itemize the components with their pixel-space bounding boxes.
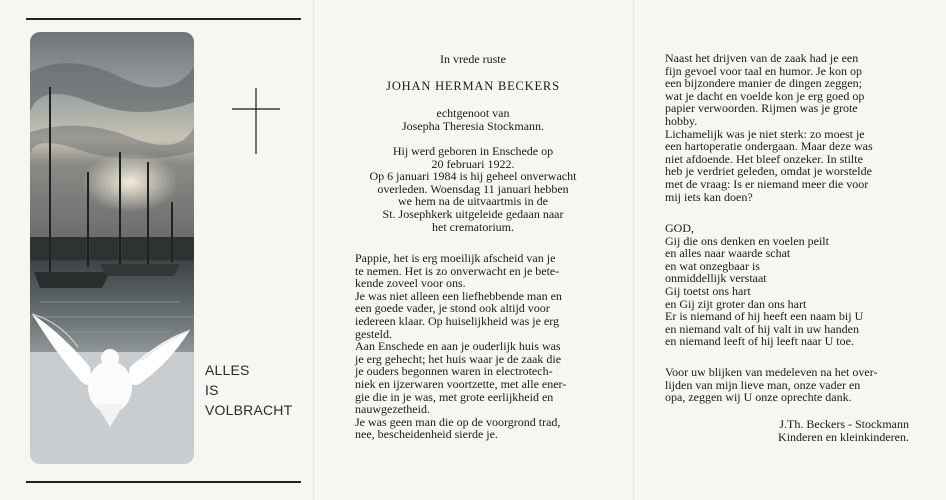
tribute-line: kende zoveel voor ons. [355,276,466,291]
prayer-line: onmiddellijk verstaat [665,271,767,286]
paragraph-line: fijn gevoel voor taal en humor. Je kon op [665,63,862,78]
signature-line: Kinderen en kleinkinderen. [778,429,909,444]
life-line: Hij werd geboren in Enschede op [392,144,554,158]
middle-panel [313,0,633,500]
tribute-line: Je was niet alleen een liefhebbende man en [355,288,562,303]
harbor-dove-photo [30,32,194,464]
tribute-line: gie die in je was, met grote eerlijkheid en [355,389,554,404]
life-block [313,145,633,233]
deceased-name: JOHAN HERMAN BECKERS [386,79,560,93]
tribute-line: je ouders begonnen waren in electrotech- [355,364,553,379]
spouse-block [313,107,633,132]
life-line: 20 februari 1922. [431,156,515,171]
tribute-line: nauwgezetheid. [355,402,430,417]
life-line: het crematorium. [432,219,514,234]
life-line: overleden. Woensdag 11 januari hebben [377,181,569,196]
paragraph-line: papier verwoorden. Rijmen was je grote [665,101,858,116]
paragraph-line: hobby. [665,113,698,128]
thanks-line: opa, zeggen wij U onze oprechte dank. [665,390,852,405]
life-line: St. Josephkerk uitgeleide gedaan naar [382,206,564,221]
prayer-line: en niemand valt of hij valt in uw handen [665,321,859,336]
tribute-line: je erg gehecht; het huis waar je de zaak die [355,351,562,366]
prayer-line: en wat onzegbaar is [665,258,760,273]
thanks-line: lijden van mijn lieve man, onze vader en [665,377,861,392]
motto-line: ALLES [205,362,250,378]
motto-line: IS [205,382,219,398]
tribute-line: te nemen. Het is zo onverwacht en je bete- [355,263,560,278]
prayer-line: en niemand leeft of hij leeft naar U toe. [665,334,854,349]
spouse-line: echtgenoot van [436,106,510,120]
tribute-line: Aan Enschede en aan je ouderlijk huis was [355,339,561,354]
paragraph-line: Lichamelijk was je niet sterk: zo moest je [665,126,865,141]
signature-line: J.Th. Beckers - Stockmann [779,417,909,431]
signature [665,418,909,443]
life-line: Op 6 januari 1984 is hij geheel onverwacht [369,169,577,184]
tribute-line: niek en ijzerwaren voortzette, met alle ener- [355,376,567,391]
tribute-line: iedereen klaar. Op huiselijkheid was je erg [355,313,560,328]
paragraph-line: een hartoperatie ondergaan. Maar deze was [665,139,873,154]
paragraph-line: heb je verdriet geleden, omdat je worstelde [665,164,872,179]
prayer-line: en alles naar waarde schat [665,246,791,261]
prayer-line: Gij die ons denken en voelen peilt [665,233,829,248]
left-panel [0,0,313,500]
top-rule [26,18,301,20]
prayer-line: en Gij zijt groter dan ons hart [665,296,807,311]
paragraph-line: niet afdoende. Het bleef onzeker. In stilte [665,151,863,166]
spouse-line: Josepha Theresia Stockmann. [401,118,545,133]
prayer [665,222,925,348]
paragraph-line: een bijzondere manier de dingen zeggen; [665,76,862,91]
tribute-line: een goede vader, je stond ook altijd voor [355,301,550,316]
paragraph-line: met de vraag: Is er niemand meer die voor [665,176,869,191]
tribute-line: nee, bescheidenheid sierde je. [355,427,498,442]
paragraph-line: wat je dacht en voelde kon je erg goed op [665,88,865,103]
prayer-line: GOD, [665,221,694,235]
tribute-block [355,252,605,441]
right-panel [633,0,946,500]
heading: In vrede ruste [440,52,506,66]
life-paragraph [665,52,925,203]
motto-line: VOLBRACHT [205,402,293,418]
thanks-line: Voor uw blijken van medeleven na het over- [665,365,878,379]
tribute-line: gesteld. [355,326,392,341]
prayer-line: Gij toetst ons hart [665,283,751,298]
paragraph-line: Naast het drijven van de zaak had je een [665,51,859,65]
cross-icon [232,88,280,154]
tribute-line: Pappie, het is erg moeilijk afscheid van je [355,251,556,265]
paragraph-line: mij iets kan doen? [665,189,753,204]
life-line: we hem na de uitvaartmis in de [398,194,548,209]
motto [205,360,292,420]
thanks-paragraph [665,366,925,404]
tribute-line: Je was geen man die op de voorgrond trad, [355,414,561,429]
bottom-rule [26,481,301,483]
prayer-line: Er is niemand of hij heeft een naam bij U [665,309,864,324]
